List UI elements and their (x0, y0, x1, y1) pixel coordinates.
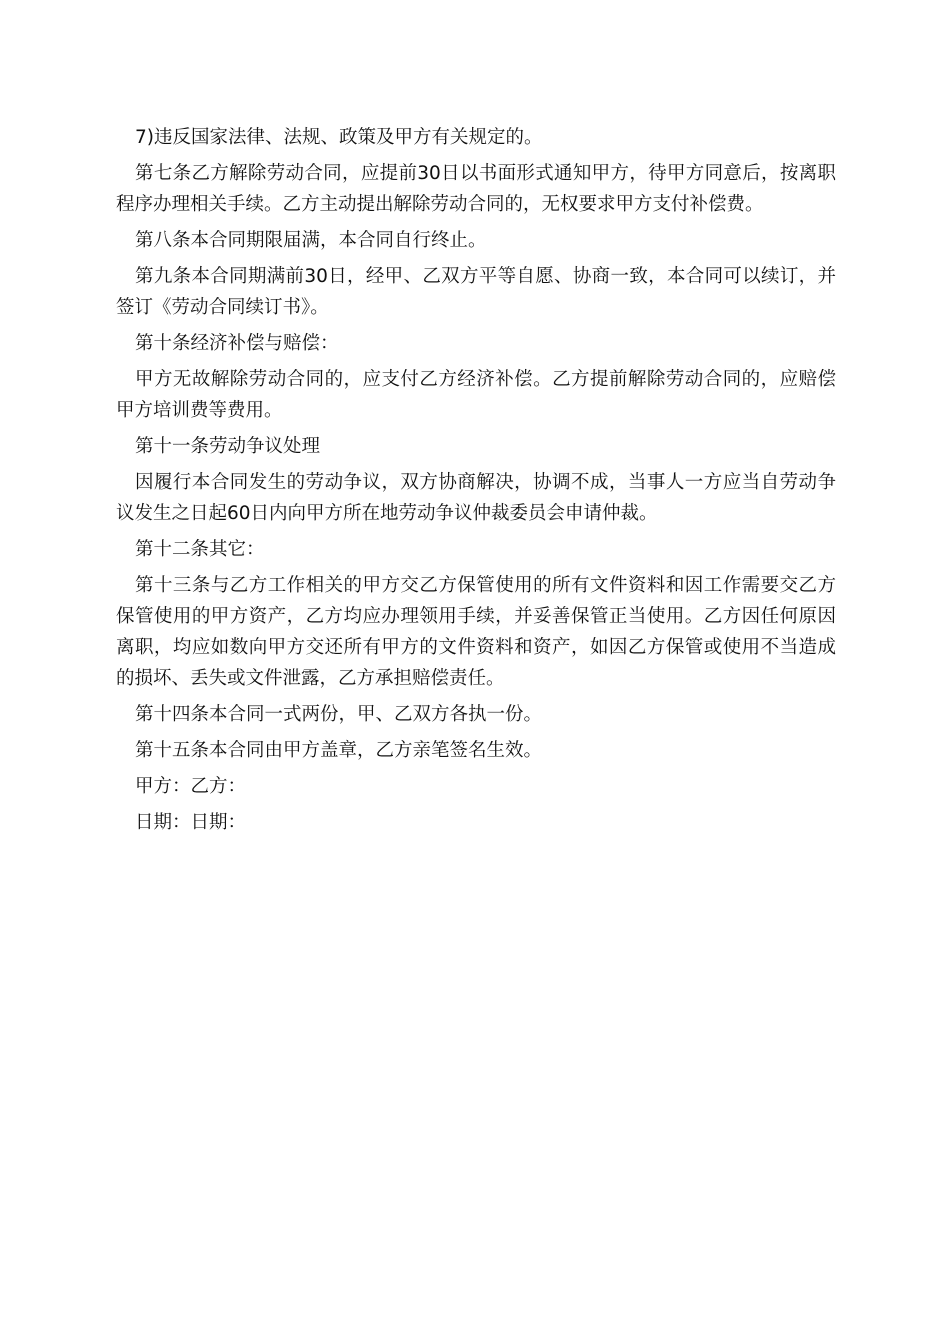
article-10-heading: 第十条经济补偿与赔偿： (135, 333, 339, 354)
clause-item-7: 7)违反国家法律、法规、政策及甲方有关规定的。 (135, 127, 543, 148)
article-14: 第十四条本合同一式两份，甲、乙双方各执一份。 (135, 704, 543, 725)
article-13: 第十三条与乙方工作相关的甲方交乙方保管使用的所有文件资料和因工作需要交乙方保管使用的甲方资产，乙方均应办理领用手续，并妥善保管正当使用。乙方因任何原因离职，均应如数向甲方交还所有甲方的文件资料和资产，如因乙方保管或使用不当造成的损坏、丢失或文件泄露，乙方承担赔偿责任。 (116, 575, 836, 689)
contract-body (116, 122, 836, 843)
article-8: 第八条本合同期限届满，本合同自行终止。 (135, 230, 487, 251)
article-11-heading: 第十一条劳动争议处理 (135, 436, 321, 457)
article-10-body: 甲方无故解除劳动合同的，应支付乙方经济补偿。乙方提前解除劳动合同的，应赔偿甲方培训费等费用。 (116, 369, 836, 421)
article-7: 第七条乙方解除劳动合同，应提前30日以书面形式通知甲方，待甲方同意后，按离职程序办理相关手续。乙方主动提出解除劳动合同的，无权要求甲方支付补偿费。 (116, 163, 836, 215)
signature-dates: 日期：日期： (135, 812, 247, 833)
signature-parties: 甲方：乙方： (135, 776, 247, 797)
article-12: 第十二条其它： (135, 539, 265, 560)
article-15: 第十五条本合同由甲方盖章，乙方亲笔签名生效。 (135, 740, 543, 761)
article-11-body: 因履行本合同发生的劳动争议，双方协商解决，协调不成，当事人一方应当自劳动争议发生之日起60日内向甲方所在地劳动争议仲裁委员会申请仲裁。 (116, 472, 836, 524)
article-9: 第九条本合同期满前30日，经甲、乙双方平等自愿、协商一致，本合同可以续订，并签订《劳动合同续订书》。 (116, 266, 836, 318)
